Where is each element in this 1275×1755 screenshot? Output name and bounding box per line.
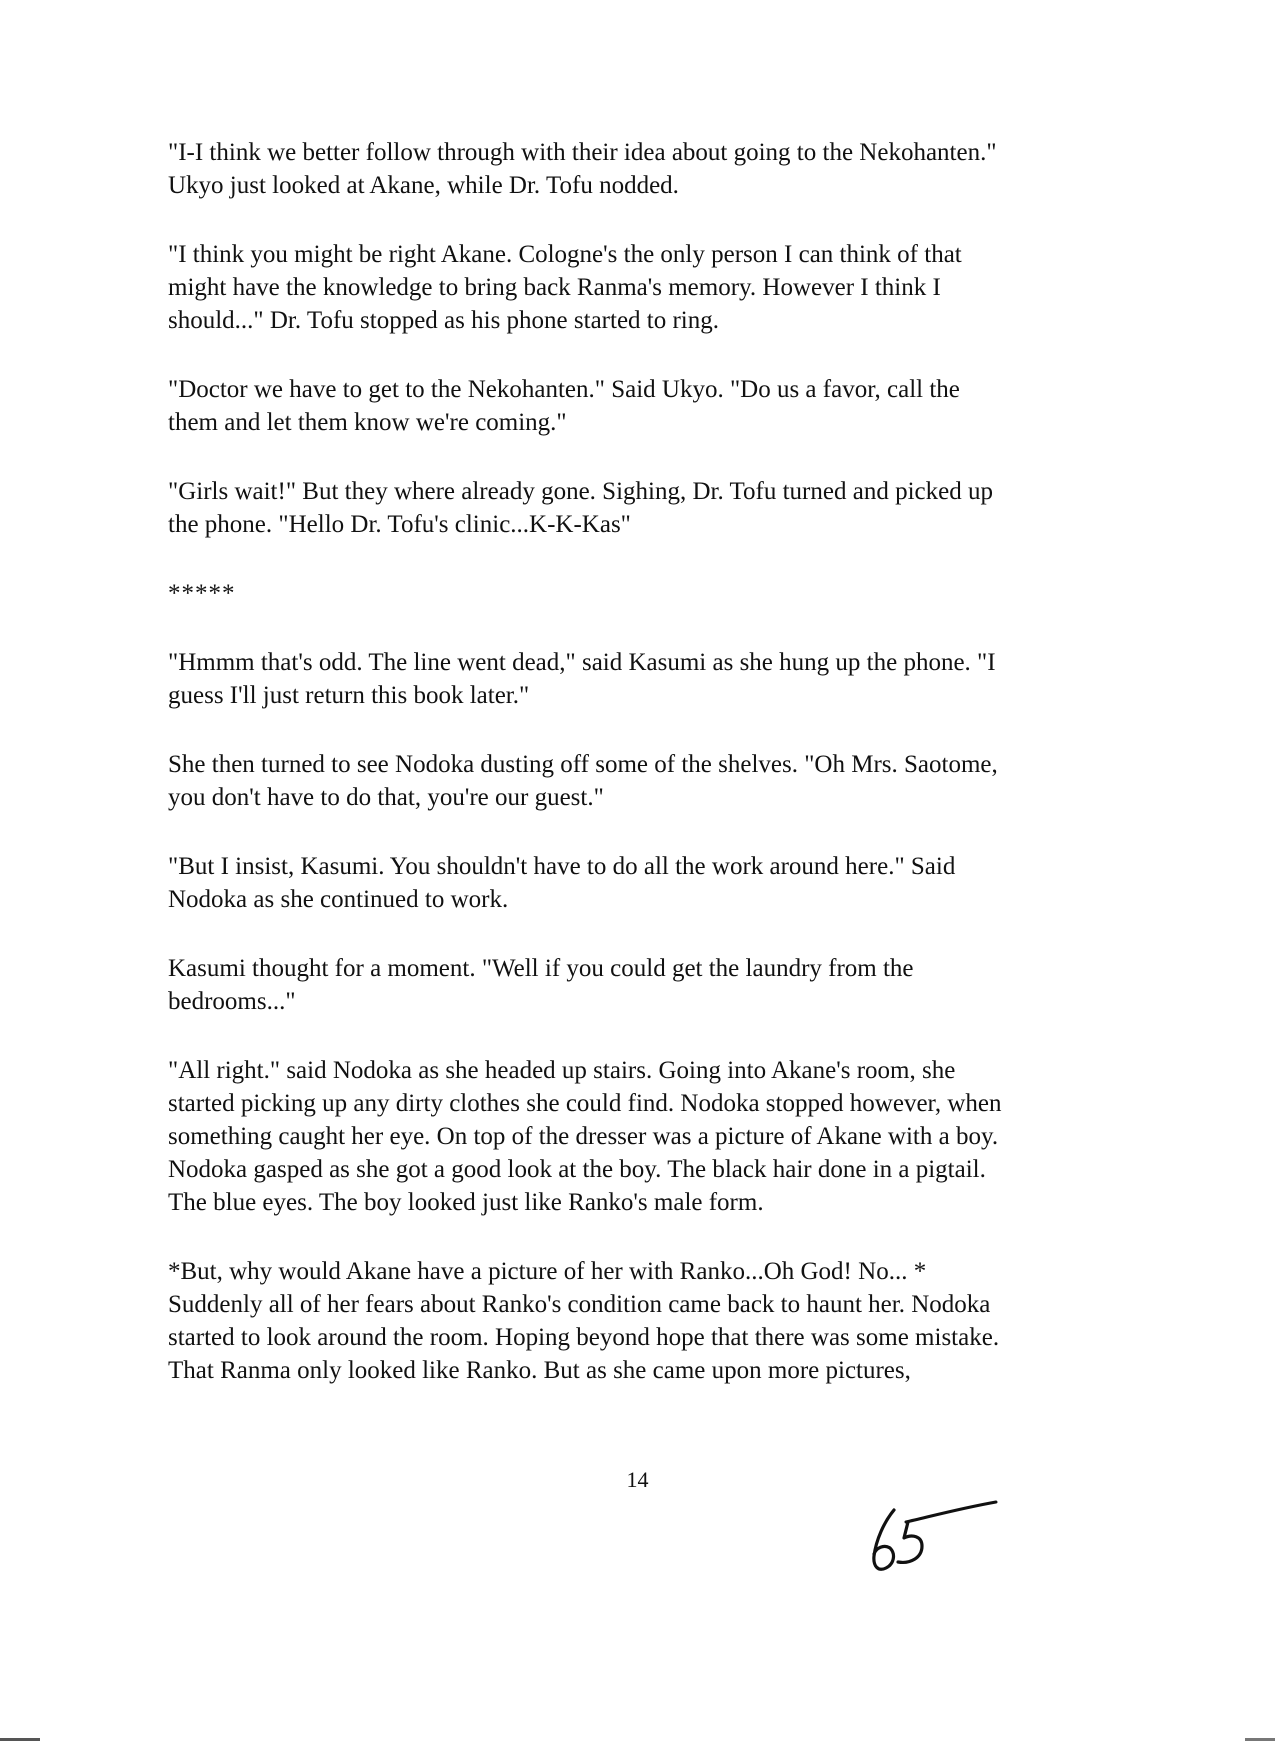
- paragraph: "Hmmm that's odd. The line went dead," said Kasumi as she hung up the phone. "I guess I'll just return this book later.": [168, 649, 996, 709]
- scan-edge-mark: [1245, 1738, 1275, 1741]
- paragraph: "All right." said Nodoka as she headed up stairs. Going into Akane's room, she started picking up any dirty clothes she could find. Nodoka stopped however, when something caught her eye. On top of the dresser was a picture of Akane with a boy. Nodoka gasped as she got a good look at the boy. The black hair done in a pigtail. The blue eyes. The boy looked just like Ranko's male form.: [168, 1057, 1002, 1216]
- body-text: [168, 136, 1128, 1423]
- handwritten-page-annotation: [862, 1492, 1002, 1582]
- scene-break: *****: [168, 580, 236, 607]
- paragraph: She then turned to see Nodoka dusting off some of the shelves. "Oh Mrs. Saotome, you don't have to do that, you're our guest.": [168, 751, 998, 811]
- page-number: 14: [626, 1467, 649, 1492]
- paragraph: "Doctor we have to get to the Nekohanten." Said Ukyo. "Do us a favor, call the them and let them know we're coming.": [168, 376, 960, 436]
- paragraph: Kasumi thought for a moment. "Well if you could get the laundry from the bedrooms...": [168, 955, 914, 1015]
- paragraph: *But, why would Akane have a picture of her with Ranko...Oh God! No... * Suddenly all of her fears about Ranko's condition came back to haunt her. Nodoka started to look around the room. Hoping beyond hope that there was some mistake. That Ranma only looked like Ranko. But as she came upon more pictures,: [168, 1258, 1000, 1384]
- paragraph: "But I insist, Kasumi. You shouldn't have to do all the work around here." Said Nodoka as she continued to work.: [168, 853, 956, 913]
- paragraph: "Girls wait!" But they where already gone. Sighing, Dr. Tofu turned and picked up the phone. "Hello Dr. Tofu's clinic...K-K-Kas": [168, 478, 993, 538]
- paragraph: "I-I think we better follow through with their idea about going to the Nekohanten." Ukyo just looked at Akane, while Dr. Tofu nodded.: [168, 139, 997, 199]
- paragraph: "I think you might be right Akane. Cologne's the only person I can think of that might have the knowledge to bring back Ranma's memory. However I think I should..." Dr. Tofu stopped as his phone started to ring.: [168, 241, 962, 334]
- scan-edge-mark: [0, 1738, 40, 1741]
